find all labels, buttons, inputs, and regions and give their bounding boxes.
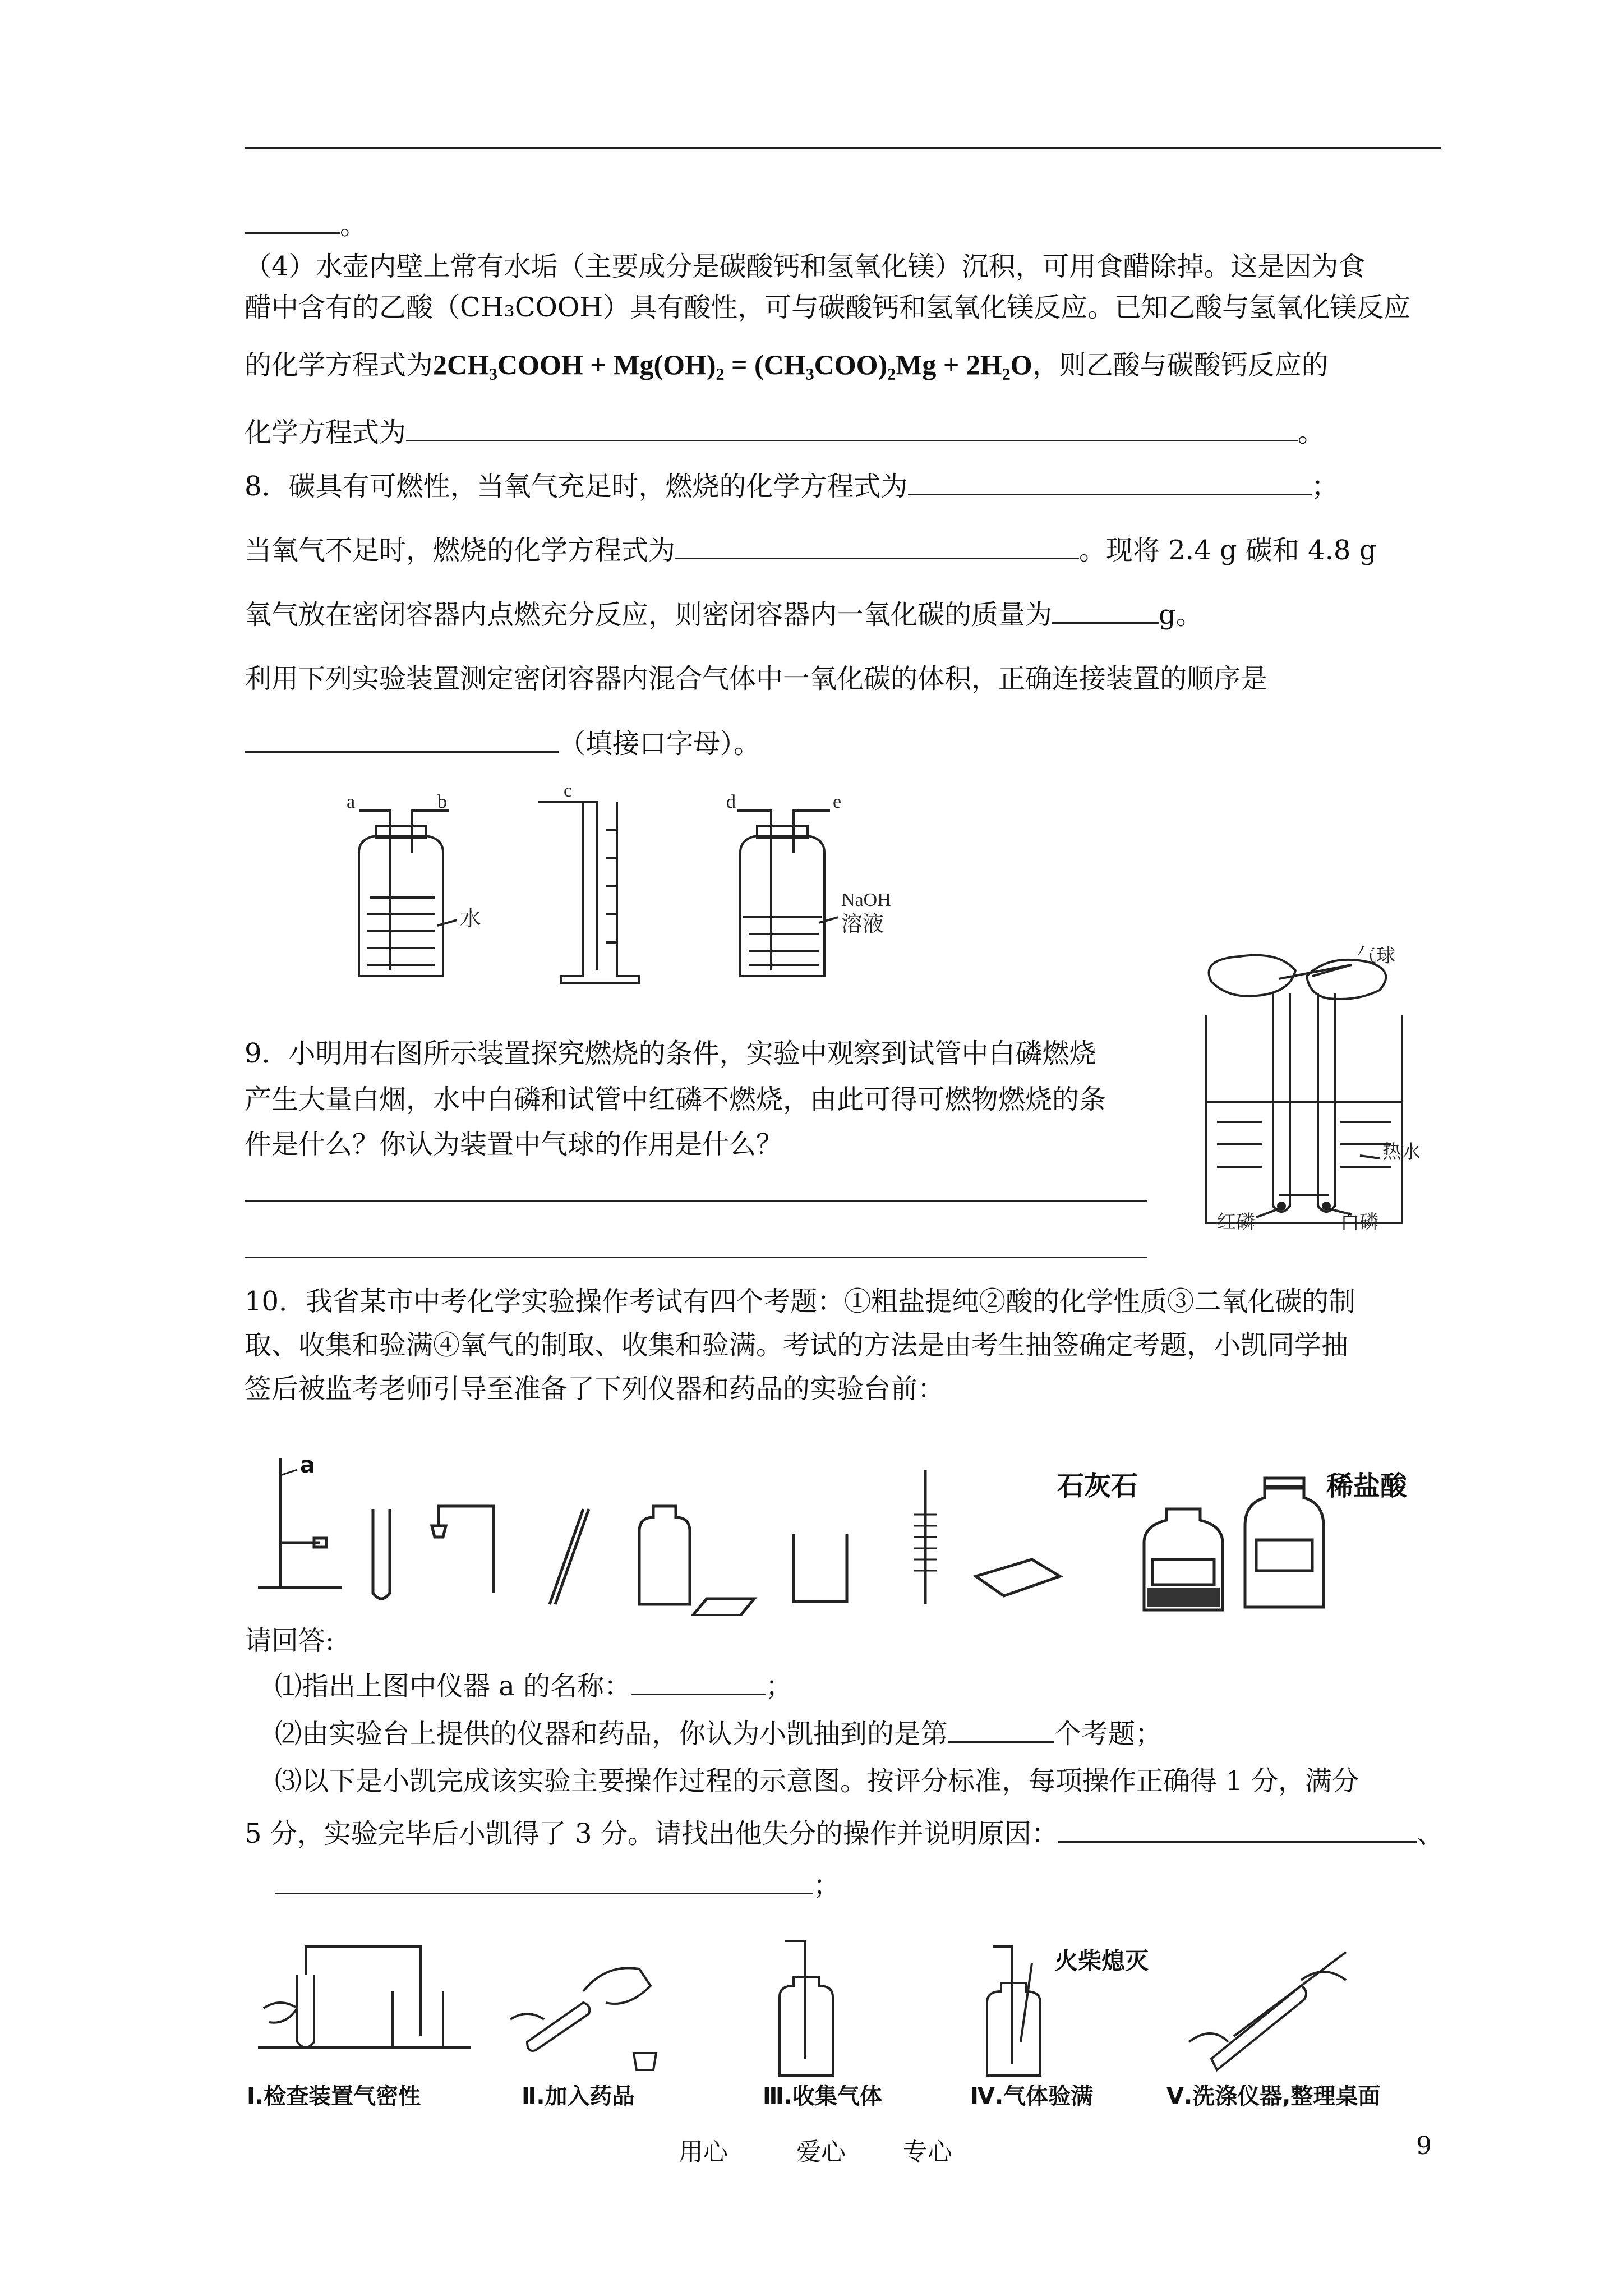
glass-rod [550,1509,583,1604]
gas-bottle-naoh [740,836,824,976]
step3-collect-gas [780,1941,833,2076]
q7-p4-line3: 的化学方程式为2CH₃COOH + Mg(OH)₂ = (CH₃COO)₂Mg + 2H₂O，则乙酸与碳酸钙反应的 [245,349,1329,381]
q7-p4-line1: （4）水壶内壁上常有水垢（主要成分是碳酸钙和氢氧化镁）沉积，可用食醋除掉。这是因为食 [245,251,1366,282]
q8-line1: 8．碳具有可燃性，当氧气充足时，燃烧的化学方程式为 ； [245,469,1339,503]
step5-wash-instruments [1189,1952,1346,2070]
answer-blank[interactable] [675,533,1079,559]
q9-combustion-figure [1189,942,1447,1234]
step-label-3: Ⅲ.收集气体 [763,2083,883,2109]
label-solution: 溶液 [841,913,884,936]
gas-bottle-water [359,836,443,976]
match-box [976,1559,1060,1596]
label-b: b [437,792,447,812]
answer-blank[interactable] [908,469,1312,495]
answer-blank[interactable] [1058,1816,1417,1843]
q10-line1: 10．我省某市中考化学实验操作考试有四个考题：①粗盐提纯②酸的化学性质③二氧化碳的制 [245,1286,1356,1317]
beaker [794,1534,847,1602]
balloon-left [1209,955,1295,996]
step-label-2: Ⅱ.加入药品 [522,2083,635,2109]
q10-s3-line3: ； [275,1868,840,1902]
answer-line[interactable] [245,1257,1147,1258]
q10-s3-line1: ⑶以下是小凯完成该实验主要操作过程的示意图。按评分标准，每项操作正确得 1 分，满分 [275,1765,1359,1797]
answer-blank[interactable] [1052,597,1159,624]
label-hydrochloric-acid: 稀盐酸 [1326,1470,1408,1502]
q10-line3: 签后被监考老师引导至准备了下列仪器和药品的实验台前： [245,1373,945,1405]
q7-tail: 。 [245,208,367,242]
label-water: 水 [460,907,482,931]
step-label-4: Ⅳ.气体验满 [970,2083,1094,2109]
answer-intro: 请回答: [245,1625,335,1657]
label-white-phosphorus: 白磷 [1340,1211,1378,1234]
q8-apparatus-figure [336,785,897,999]
label-e: e [833,792,842,812]
footer-word-2: 爱心 [796,2138,846,2166]
label-match-out: 火柴熄灭 [1054,1947,1149,1975]
answer-blank[interactable] [275,1868,813,1894]
gas-jar [639,1506,690,1604]
q7-p4-line4: 化学方程式为 。 [245,415,1325,449]
q7-p4-line2: 醋中含有的乙酸（CH₃COOH）具有酸性，可与碳酸钙和氢氧化镁反应。已知乙酸与氢氧化镁反应 [245,292,1411,323]
q9-line2: 产生大量白烟，水中白磷和试管中红磷不燃烧，由此可得可燃物燃烧的条 [245,1084,1106,1115]
label-red-phosphorus: 红磷 [1217,1211,1255,1234]
label-balloon: 气球 [1357,945,1395,967]
answer-blank[interactable] [245,208,340,234]
q8-line5: （填接口字母）。 [245,726,760,761]
label-a: a [347,792,356,812]
footer-word-1: 用心 [679,2138,728,2166]
beaker [1206,1015,1402,1223]
page-number: 9 [1416,2132,1432,2160]
label-hot-water: 热水 [1382,1141,1421,1163]
q10-s3-line2: 5 分，实验完毕后小凯得了 3 分。请找出他失分的操作并说明原因： 、 [245,1816,1444,1851]
step-label-5: Ⅴ.洗涤仪器,整理桌面 [1166,2083,1381,2109]
answer-blank[interactable] [948,1717,1054,1743]
q9-line3: 件是什么？你认为装置中气球的作用是什么？ [245,1129,783,1160]
q10-s2: ⑵由实验台上提供的仪器和药品，你认为小凯抽到的是第 个考题； [275,1717,1162,1751]
header-rule [245,147,1441,149]
footer-word-3: 专心 [903,2138,952,2166]
glass-plate [693,1599,754,1616]
q10-instruments-figure [247,1447,1436,1616]
step4-check-full [987,1947,1040,2076]
label-c: c [564,785,573,801]
test-tube [373,1509,390,1599]
q10-line2: 取、收集和验满④氧气的制取、收集和验满。考试的方法是由考生抽签确定考题，小凯同学抽 [245,1329,1349,1361]
label-a: a [300,1452,315,1478]
stopper-tube [432,1526,446,1537]
chemical-equation: 2CH₃COOH + Mg(OH)₂ = (CH₃COO)₂Mg + 2H₂O [433,349,1032,380]
label-limestone: 石灰石 [1057,1470,1138,1502]
step1-airtightness-check [258,1947,471,2047]
q10-s1: ⑴指出上图中仪器 a 的名称： ； [275,1669,792,1703]
label-d: d [726,792,736,812]
q8-line2: 当氧气不足时，燃烧的化学方程式为 。现将 2.4 g 碳和 4.8 g [245,533,1376,567]
answer-blank[interactable] [406,415,1298,441]
graduated-cylinder [561,802,639,983]
q10-steps-figure [247,1930,1430,2109]
q8-line3: 氧气放在密闭容器内点燃充分反应，则密闭容器内一氧化碳的质量为 g。 [245,597,1203,632]
answer-blank[interactable] [631,1669,766,1695]
step2-add-reagent [510,1968,656,2070]
q8-line4: 利用下列实验装置测定密闭容器内混合气体中一氧化碳的体积，正确连接装置的顺序是 [245,663,1268,694]
answer-line[interactable] [245,1200,1147,1202]
step-label-1: Ⅰ.检查装置气密性 [247,2083,421,2109]
label-naoh: NaOH [841,890,891,910]
answer-blank[interactable] [245,726,559,753]
q9-line1: 9．小明用右图所示装置探究燃烧的条件，实验中观察到试管中白磷燃烧 [245,1038,1096,1069]
